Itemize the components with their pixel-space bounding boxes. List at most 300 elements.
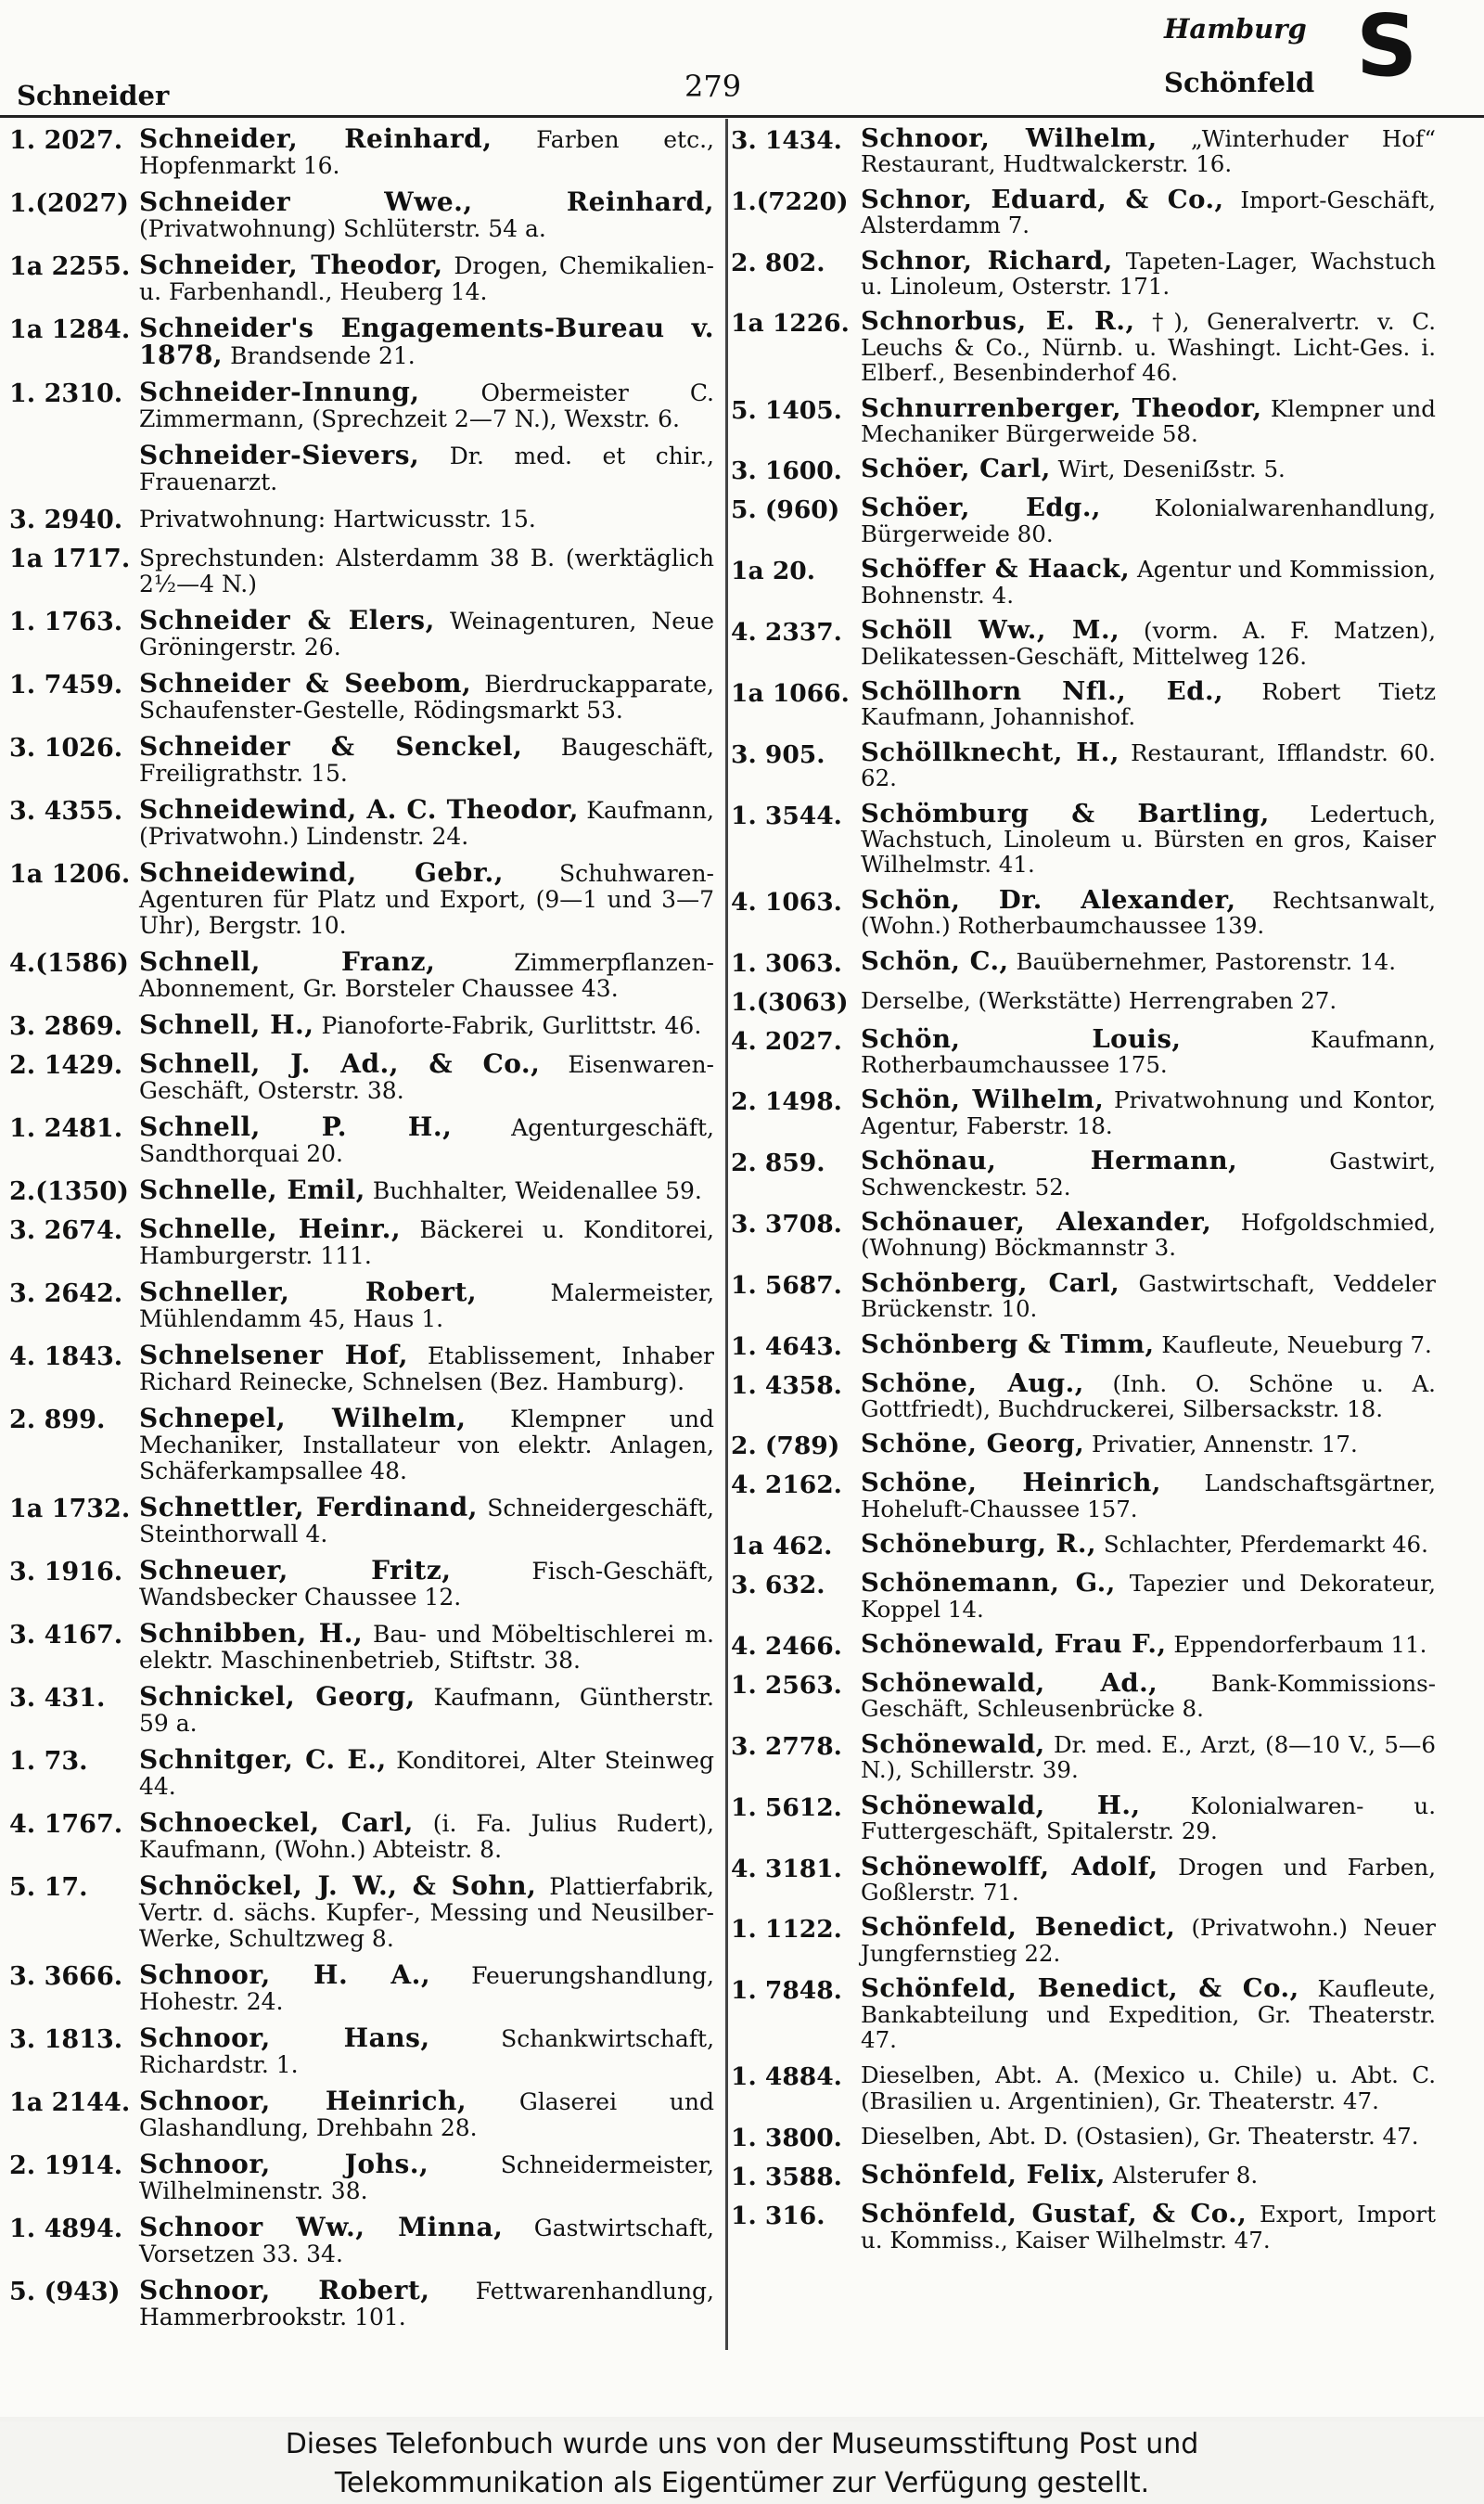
entry-details: Alsterufer 8. — [1112, 2162, 1259, 2189]
entry-details: Dr. med. E., Arzt, (8—10 V., 5—6 N.), Schillerstr. 39. — [861, 1730, 1436, 1784]
directory-entry — [9, 1744, 714, 1800]
phone-number: 1. 7848. — [731, 1976, 842, 2006]
directory-entry — [9, 605, 714, 661]
phone-number: 1. 4358. — [731, 1370, 842, 1400]
entry-name: Schnoor, Wilhelm, — [861, 123, 1158, 153]
phone-number: 1a 1284. — [9, 315, 131, 344]
entry-name: Schönauer, Alexander, — [861, 1207, 1212, 1237]
phone-number: 4. 3181. — [731, 1854, 842, 1883]
entry-text — [139, 1959, 714, 2015]
entry-details: Agenturgeschäft, Sandthorquai 20. — [139, 1114, 714, 1167]
entry-name: Schöneburg, R., — [861, 1529, 1097, 1560]
entry-text — [139, 731, 714, 787]
phone-number: 1. 4894. — [9, 2215, 123, 2243]
entry-name: Schnorbus, E. R., — [861, 306, 1135, 337]
entry-text — [139, 2022, 715, 2078]
phone-number: 1. 1122. — [731, 1915, 842, 1945]
entry-details: Schlachter, Pferdemarkt 46. — [1103, 1531, 1428, 1559]
entry-name: Schneider & Elers, — [139, 605, 435, 636]
entry-text — [139, 1870, 715, 1952]
phone-number: 1a 1732. — [9, 1495, 131, 1523]
directory-entry — [9, 123, 714, 179]
entry-details: Malermeister, Mühlendamm 45, Haus 1. — [139, 1279, 715, 1332]
directory-entry — [731, 495, 1436, 546]
entry-details: Rechtsanwalt, (Wohn.) Rotherbaumchaussee 139. — [861, 886, 1436, 940]
directory-entry — [9, 857, 714, 939]
entry-text — [139, 1342, 714, 1395]
entry-text — [861, 1267, 1436, 1323]
entry-name: Schneuer, Fritz, — [139, 1555, 452, 1586]
entry-text — [139, 2151, 714, 2204]
directory-entry — [9, 1555, 714, 1611]
directory-entry — [731, 1790, 1436, 1845]
phone-number: 3. 431. — [9, 1684, 106, 1713]
directory-entry — [731, 1668, 1436, 1723]
running-head-city: Hamburg — [1164, 13, 1307, 45]
directory-entry — [9, 1111, 714, 1167]
entry-text — [861, 123, 1436, 178]
right-column — [731, 123, 1436, 2353]
entry-details: Dr. med. et chir., Frauenarzt. — [139, 443, 714, 495]
phone-number: 4. 2337. — [731, 618, 842, 648]
entry-text — [861, 1973, 1436, 2053]
entry-text — [139, 252, 714, 305]
entry-name: Schön, Wilhelm, — [861, 1085, 1105, 1115]
directory-entry — [731, 1368, 1436, 1423]
entry-text — [861, 1429, 1436, 1459]
entry-name: Schöne, Georg, — [861, 1429, 1085, 1459]
entry-text — [861, 1329, 1436, 1359]
phone-number: 5. (943) — [9, 2278, 121, 2306]
directory-entry — [9, 2151, 714, 2204]
entry-details: Gastwirt, Schwenckestr. 52. — [861, 1148, 1436, 1201]
entry-details: Privatwohnung: Hartwicusstr. 15. — [139, 506, 536, 533]
phone-number: 1. 4643. — [731, 1331, 842, 1361]
directory-entry — [9, 545, 714, 597]
entry-text — [861, 2160, 1436, 2190]
entry-text — [139, 2212, 714, 2267]
entry-name: Schönewald, Frau F., — [861, 1629, 1167, 1660]
entry-name: Schönfeld, Benedict, & Co., — [861, 1973, 1299, 2004]
directory-entry — [9, 1177, 714, 1206]
entry-name: Schnelle, Emil, — [139, 1175, 365, 1205]
phone-number: 1. 4884. — [731, 2062, 842, 2092]
entry-text — [861, 1146, 1436, 1201]
directory-entry — [731, 1568, 1436, 1623]
entry-details: Eisenwaren-Geschäft, Osterstr. 38. — [139, 1051, 714, 1104]
phone-number: 4. 2027. — [731, 1026, 842, 1056]
entry-text — [139, 440, 714, 495]
phone-number: 1a 1226. — [731, 309, 850, 339]
entry-text — [861, 1207, 1436, 1262]
entry-name: Schnoor, Johs., — [139, 2149, 429, 2179]
entry-details: Ledertuch, Wachstuch, Linoleum u. Bürsten en gros, Kaiser Wilhelmstr. 41. — [861, 800, 1436, 879]
entry-details: Tapezier und Dekorateur, Koppel 14. — [861, 1570, 1436, 1623]
phone-number: 2. 802. — [731, 248, 825, 277]
directory-entry — [9, 1342, 714, 1395]
entry-name: Schnoor, Robert, — [139, 2275, 430, 2305]
entry-text — [139, 2275, 714, 2331]
phone-number: 1. 1763. — [9, 608, 123, 636]
entry-text — [861, 554, 1436, 609]
entry-details: Bau- und Möbeltischlerei m. elektr. Maschinenbetrieb, Stiftstr. 38. — [139, 1621, 714, 1674]
phone-number: 1. 7459. — [9, 671, 123, 700]
entry-name: Schönfeld, Gustaf, & Co., — [861, 2199, 1247, 2229]
entry-text — [139, 946, 715, 1002]
phone-number: 1. 3800. — [731, 2124, 842, 2153]
entry-text — [861, 798, 1436, 879]
directory-entry — [731, 1629, 1436, 1662]
entry-details: Dieselben, Abt. D. (Ostasien), Gr. Theaterstr. 47. — [861, 2123, 1419, 2151]
entry-name: Schnoor, H. A., — [139, 1959, 431, 1990]
entry-details: Restaurant, Ifflandstr. 60. 62. — [861, 738, 1436, 792]
phone-number: 3. 2642. — [9, 1279, 123, 1308]
entry-name: Schneider & Senckel, — [139, 731, 523, 762]
column-divider — [725, 119, 728, 2350]
directory-entry — [9, 1048, 714, 1104]
entry-text — [139, 1213, 714, 1269]
entry-text — [861, 1668, 1436, 1723]
entry-text — [139, 605, 714, 661]
entry-text — [861, 1851, 1436, 1906]
phone-number: 4. 1843. — [9, 1342, 123, 1371]
directory-entry — [731, 798, 1436, 879]
entry-details: Kaufmann, (Privatwohn.) Lindenstr. 24. — [139, 797, 714, 850]
directory-entry — [9, 1009, 714, 1041]
directory-entry — [9, 1618, 714, 1674]
directory-entry — [9, 1681, 714, 1737]
entry-details: Schneidergeschäft, Steinthorwall 4. — [139, 1495, 715, 1547]
footer-line-1: Dieses Telefonbuch wurde uns von der Museumsstiftung Post und — [285, 2428, 1199, 2460]
entry-text — [139, 315, 714, 369]
directory-entry — [731, 615, 1436, 670]
phone-number: 3. 905. — [731, 739, 825, 769]
entry-text — [139, 2088, 714, 2141]
phone-number: 2.(1350) — [9, 1177, 129, 1206]
entry-details: Hofgoldschmied, (Wohnung) Böckmannstr 3. — [861, 1209, 1436, 1262]
entry-name: Schneller, Robert, — [139, 1277, 478, 1307]
directory-entry — [731, 737, 1436, 792]
phone-number: 3. 2674. — [9, 1216, 123, 1245]
entry-name: Schöer, Edg., — [861, 493, 1102, 523]
entry-details: Buchhalter, Weidenallee 59. — [372, 1177, 702, 1204]
directory-entry — [731, 2062, 1436, 2113]
directory-entry — [731, 123, 1436, 178]
directory-entry — [731, 456, 1436, 485]
entry-text — [139, 1618, 714, 1674]
entry-details: Import-Geschäft, Alsterdamm 7. — [861, 186, 1436, 239]
entry-details: Gastwirtschaft, Vorsetzen 33. 34. — [139, 2215, 714, 2267]
entry-name: Schnelsener Hof, — [139, 1340, 409, 1370]
entry-name: Schneider Wwe., Reinhard, — [139, 186, 714, 217]
entry-details: Schankwirtschaft, Richardstr. 1. — [139, 2025, 715, 2078]
entry-name: Schnelle, Heinr., — [139, 1213, 402, 1244]
entry-text — [139, 1048, 714, 1104]
phone-number: 5. 17. — [9, 1873, 88, 1902]
entry-text — [861, 2199, 1436, 2254]
entry-name: Schnettler, Ferdinand, — [139, 1492, 478, 1522]
entry-name: Schöll Ww., M., — [861, 615, 1120, 646]
entry-text — [139, 1279, 714, 1332]
entry-name: Schnell, Franz, — [139, 946, 436, 977]
entry-details: Privatwohnung und Kontor, Agentur, Faberstr. 18. — [861, 1086, 1436, 1139]
entry-name: Schön, Louis, — [861, 1023, 1182, 1054]
phone-number: 3. 3666. — [9, 1962, 123, 1991]
entry-text — [861, 245, 1436, 301]
entry-details: Plattierfabrik, Vertr. d. sächs. Kupfer-, Messing und Neusilber-Werke, Schultzweg 8. — [139, 1873, 715, 1952]
directory-entry — [9, 379, 714, 432]
entry-name: Schnöckel, J. W., & Sohn, — [139, 1870, 537, 1901]
phone-number: 3. 2869. — [9, 1012, 123, 1041]
directory-entry — [731, 1429, 1436, 1461]
entry-details: Glaserei und Glashandlung, Drehbahn 28. — [139, 2088, 714, 2141]
entry-text — [861, 392, 1436, 448]
directory-entry — [731, 2160, 1436, 2192]
entry-text — [139, 1492, 715, 1547]
entry-details: Kolonialwaren- u. Futtergeschäft, Spitalerstr. 29. — [861, 1791, 1436, 1845]
entry-details: Baugeschäft, Freiligrathstr. 15. — [139, 734, 714, 787]
entry-name: Schönau, Hermann, — [861, 1146, 1238, 1176]
entry-name: Schöne, Aug., — [861, 1368, 1084, 1398]
entry-details: Privatier, Annenstr. 17. — [1092, 1431, 1358, 1458]
entry-details: Drogen, Chemikalien- u. Farbenhandl., Heuberg 14. — [139, 252, 714, 305]
entry-name: Schnoeckel, Carl, — [139, 1807, 414, 1838]
entry-details: Obermeister C. Zimmermann, (Sprechzeit 2—7 N.), Wexstr. 6. — [139, 379, 715, 432]
entry-name: Schnitger, C. E., — [139, 1744, 387, 1775]
directory-entry — [9, 1807, 714, 1863]
phone-number: 4. 1063. — [731, 887, 842, 917]
phone-number: 5. (960) — [731, 495, 840, 525]
entry-text — [861, 495, 1436, 546]
entry-details: Zimmerpflanzen-Abonnement, Gr. Borsteler Chaussee 43. — [139, 949, 715, 1002]
entry-name: Schönewald, Ad., — [861, 1668, 1158, 1699]
entry-text — [861, 1470, 1436, 1522]
phone-number: 1. 316. — [731, 2202, 825, 2231]
phone-number: 2. 859. — [731, 1149, 825, 1178]
entry-text — [861, 456, 1436, 482]
phone-number: 3. 4355. — [9, 797, 123, 826]
directory-entry — [731, 1267, 1436, 1323]
directory-entry — [731, 675, 1436, 731]
phone-number: 1. 2310. — [9, 379, 123, 408]
directory-entry — [9, 252, 714, 305]
directory-entry — [9, 186, 714, 242]
entry-details: Sprechstunden: Alsterdamm 38 B. (werktäglich 2½—4 N.) — [139, 545, 714, 597]
entry-details: Weinagenturen, Neue Gröningerstr. 26. — [139, 608, 714, 661]
entry-details: Pianoforte-Fabrik, Gurlittstr. 46. — [321, 1012, 702, 1039]
directory-entry — [731, 1912, 1436, 1967]
entry-details: Kaufmann, Rotherbaumchaussee 175. — [861, 1025, 1436, 1078]
entry-text — [861, 737, 1436, 792]
entry-details: „Winterhuder Hof“ Restaurant, Hudtwalckerstr. 16. — [861, 125, 1436, 178]
phone-number: 1a 1206. — [9, 860, 131, 889]
entry-name: Schnibben, H., — [139, 1618, 364, 1649]
directory-entry — [9, 1492, 715, 1547]
entry-name: Schnoor, Hans, — [139, 2022, 430, 2053]
entry-name: Schömburg & Bartling, — [861, 798, 1270, 828]
entry-text — [861, 2124, 1436, 2149]
phone-number: 1.(2027) — [9, 189, 129, 218]
entry-text — [861, 2062, 1436, 2113]
entry-name: Schneidewind, Gebr., — [139, 857, 504, 888]
entry-text — [139, 794, 714, 850]
entry-text — [861, 1568, 1436, 1623]
entry-name: Schnoor, Heinrich, — [139, 2086, 467, 2116]
directory-entry — [731, 306, 1436, 387]
phone-number: 1. 2563. — [731, 1671, 842, 1701]
entry-text — [861, 1728, 1436, 1784]
directory-entry — [731, 2124, 1436, 2152]
entry-name: Schneider-Sievers, — [139, 440, 420, 470]
phone-number: 1.(7220) — [731, 186, 849, 216]
entry-text — [139, 545, 714, 597]
running-head-right: Schönfeld — [1164, 67, 1315, 98]
entry-name: Schöllknecht, H., — [861, 737, 1119, 767]
phone-number: 1a 20. — [731, 557, 815, 586]
phone-number: 3. 4167. — [9, 1621, 123, 1650]
phone-number: 2. 1914. — [9, 2151, 123, 2180]
phone-number: 3. 1916. — [9, 1558, 123, 1586]
phone-number: 3. 632. — [731, 1571, 825, 1600]
entry-name: Schönewolff, Adolf, — [861, 1851, 1158, 1881]
entry-details: Brandsende 21. — [230, 342, 416, 369]
entry-text — [139, 1177, 714, 1204]
phone-number: 2. (789) — [731, 1432, 840, 1461]
directory-entry — [9, 2022, 715, 2078]
entry-name: Schneider, Theodor, — [139, 250, 443, 280]
entry-details: Klempner und Mechaniker, Installateur von elektr. Anlagen, Schäferkampsallee 48. — [139, 1406, 714, 1484]
entry-text — [139, 379, 714, 432]
entry-name: Schnell, P. H., — [139, 1111, 453, 1142]
directory-entry — [9, 2212, 714, 2267]
entry-details: Kaufmann, Güntherstr. 59 a. — [139, 1684, 714, 1737]
entry-name: Schönfeld, Benedict, — [861, 1912, 1176, 1943]
phone-number: 1. 2481. — [9, 1114, 123, 1143]
directory-entry — [9, 946, 715, 1002]
directory-entry — [9, 1279, 714, 1332]
directory-entry — [9, 1213, 714, 1269]
entry-name: Schönewald, — [861, 1728, 1045, 1759]
entry-text — [861, 988, 1436, 1013]
entry-details: (Privatwohn.) Neuer Jungfernstieg 22. — [861, 1914, 1436, 1967]
entry-text — [139, 506, 714, 533]
phone-number: 1a 462. — [731, 1532, 833, 1561]
phone-number: 1.(3063) — [731, 987, 849, 1017]
entry-name: Schnell, H., — [139, 1009, 314, 1040]
entry-text — [861, 1529, 1436, 1560]
directory-entry — [731, 1023, 1436, 1078]
entry-text — [139, 1807, 714, 1863]
directory-entry — [731, 945, 1436, 978]
entry-name: Schneider & Seebom, — [139, 668, 472, 699]
phone-number: 1a 1717. — [9, 545, 131, 573]
entry-text — [861, 945, 1436, 976]
directory-entry — [731, 1329, 1436, 1361]
entry-text — [861, 306, 1436, 387]
directory-entry — [731, 184, 1436, 239]
entry-name: Schnor, Richard, — [861, 245, 1113, 276]
entry-name: Schnurrenberger, Theodor, — [861, 392, 1262, 423]
entry-name: Schöer, Carl, — [861, 454, 1051, 484]
entry-text — [861, 884, 1436, 940]
directory-entry — [9, 1959, 714, 2015]
entry-details: Bauübernehmer, Pastorenstr. 14. — [1016, 947, 1397, 975]
directory-entry — [731, 554, 1436, 609]
entry-name: Schnell, J. Ad., & Co., — [139, 1048, 541, 1079]
entry-details: Wirt, Deseniẞstr. 5. — [1057, 456, 1286, 483]
directory-entry — [731, 1973, 1436, 2053]
entry-details: Derselbe, (Werkstätte) Herrengraben 27. — [861, 986, 1337, 1014]
phone-number: 3. 1600. — [731, 456, 842, 486]
entry-details: (Privatwohnung) Schlüterstr. 54 a. — [139, 215, 546, 242]
entry-details: Agentur und Kommission, Bohnenstr. 4. — [861, 556, 1436, 609]
phone-number: 1. 5612. — [731, 1792, 842, 1822]
left-column — [9, 123, 715, 2353]
entry-details: Fettwarenhandlung, Hammerbrookstr. 101. — [139, 2278, 714, 2331]
entry-details: Feuerungshandlung, Hohestr. 24. — [139, 1962, 714, 2015]
entry-text — [139, 123, 714, 179]
entry-name: Schneidewind, A. C. Theodor, — [139, 794, 579, 825]
directory-entry — [731, 988, 1436, 1017]
entry-text — [139, 1009, 714, 1040]
phone-number: 1. 3544. — [731, 801, 842, 830]
entry-details: Konditorei, Alter Steinweg 44. — [139, 1747, 714, 1800]
entry-details: Bank-Kommissions-Geschäft, Schleusenbrücke 8. — [861, 1670, 1436, 1723]
entry-name: Schöne, Heinrich, — [861, 1468, 1161, 1498]
phone-number: 1. 3588. — [731, 2163, 842, 2192]
directory-entry — [731, 1529, 1436, 1561]
directory-entry — [9, 2275, 714, 2331]
phone-number: 3. 2940. — [9, 506, 123, 534]
entry-text — [861, 675, 1436, 731]
phone-number: 3. 3708. — [731, 1210, 842, 1239]
entry-text — [861, 1790, 1436, 1845]
phone-number: 4. 2162. — [731, 1470, 842, 1500]
running-head-left: Schneider — [17, 80, 170, 111]
directory-entry — [731, 245, 1436, 301]
directory-entry — [731, 1207, 1436, 1262]
entry-text — [861, 615, 1436, 670]
directory-entry — [9, 668, 714, 724]
entry-name: Schnor, Eduard, & Co., — [861, 184, 1224, 214]
entry-name: Schnickel, Georg, — [139, 1681, 416, 1712]
directory-entry — [9, 2088, 714, 2141]
entry-details: (Inh. O. Schöne u. A. Gottfriedt), Buchdruckerei, Silbersackstr. 18. — [861, 1369, 1436, 1423]
entry-name: Schneider-Innung, — [139, 377, 420, 407]
entry-text — [139, 857, 714, 939]
entry-text — [139, 1555, 714, 1611]
header-rule — [0, 115, 1484, 118]
entry-name: Schöllhorn Nfl., Ed., — [861, 675, 1224, 706]
directory-entry — [731, 1728, 1436, 1784]
entry-name: Schneider, Reinhard, — [139, 123, 493, 154]
directory-entry — [9, 440, 714, 495]
directory-entry — [9, 1403, 714, 1484]
entry-name: Schönfeld, Felix, — [861, 2160, 1106, 2190]
entry-details: Dieselben, Abt. A. (Mexico u. Chile) u. Abt. C. (Brasilien u. Argentinien), Gr. Theaterstr. 47. — [861, 2061, 1436, 2114]
entry-details: Eppendorferbaum 11. — [1173, 1631, 1427, 1659]
directory-entry — [9, 315, 714, 369]
phone-number: 3. 1026. — [9, 734, 123, 763]
phone-number: 1a 2144. — [9, 2088, 131, 2117]
entry-name: Schnepel, Wilhelm, — [139, 1403, 467, 1433]
entry-details: Drogen und Farben, Goßlerstr. 71. — [861, 1853, 1436, 1906]
entry-text — [139, 1111, 714, 1167]
phone-number: 4. 2466. — [731, 1632, 842, 1662]
entry-text — [139, 1681, 714, 1737]
phone-number: 1. 3063. — [731, 948, 842, 978]
entry-name: Schneider's Engagements-Bureau v. 1878, — [139, 313, 714, 370]
